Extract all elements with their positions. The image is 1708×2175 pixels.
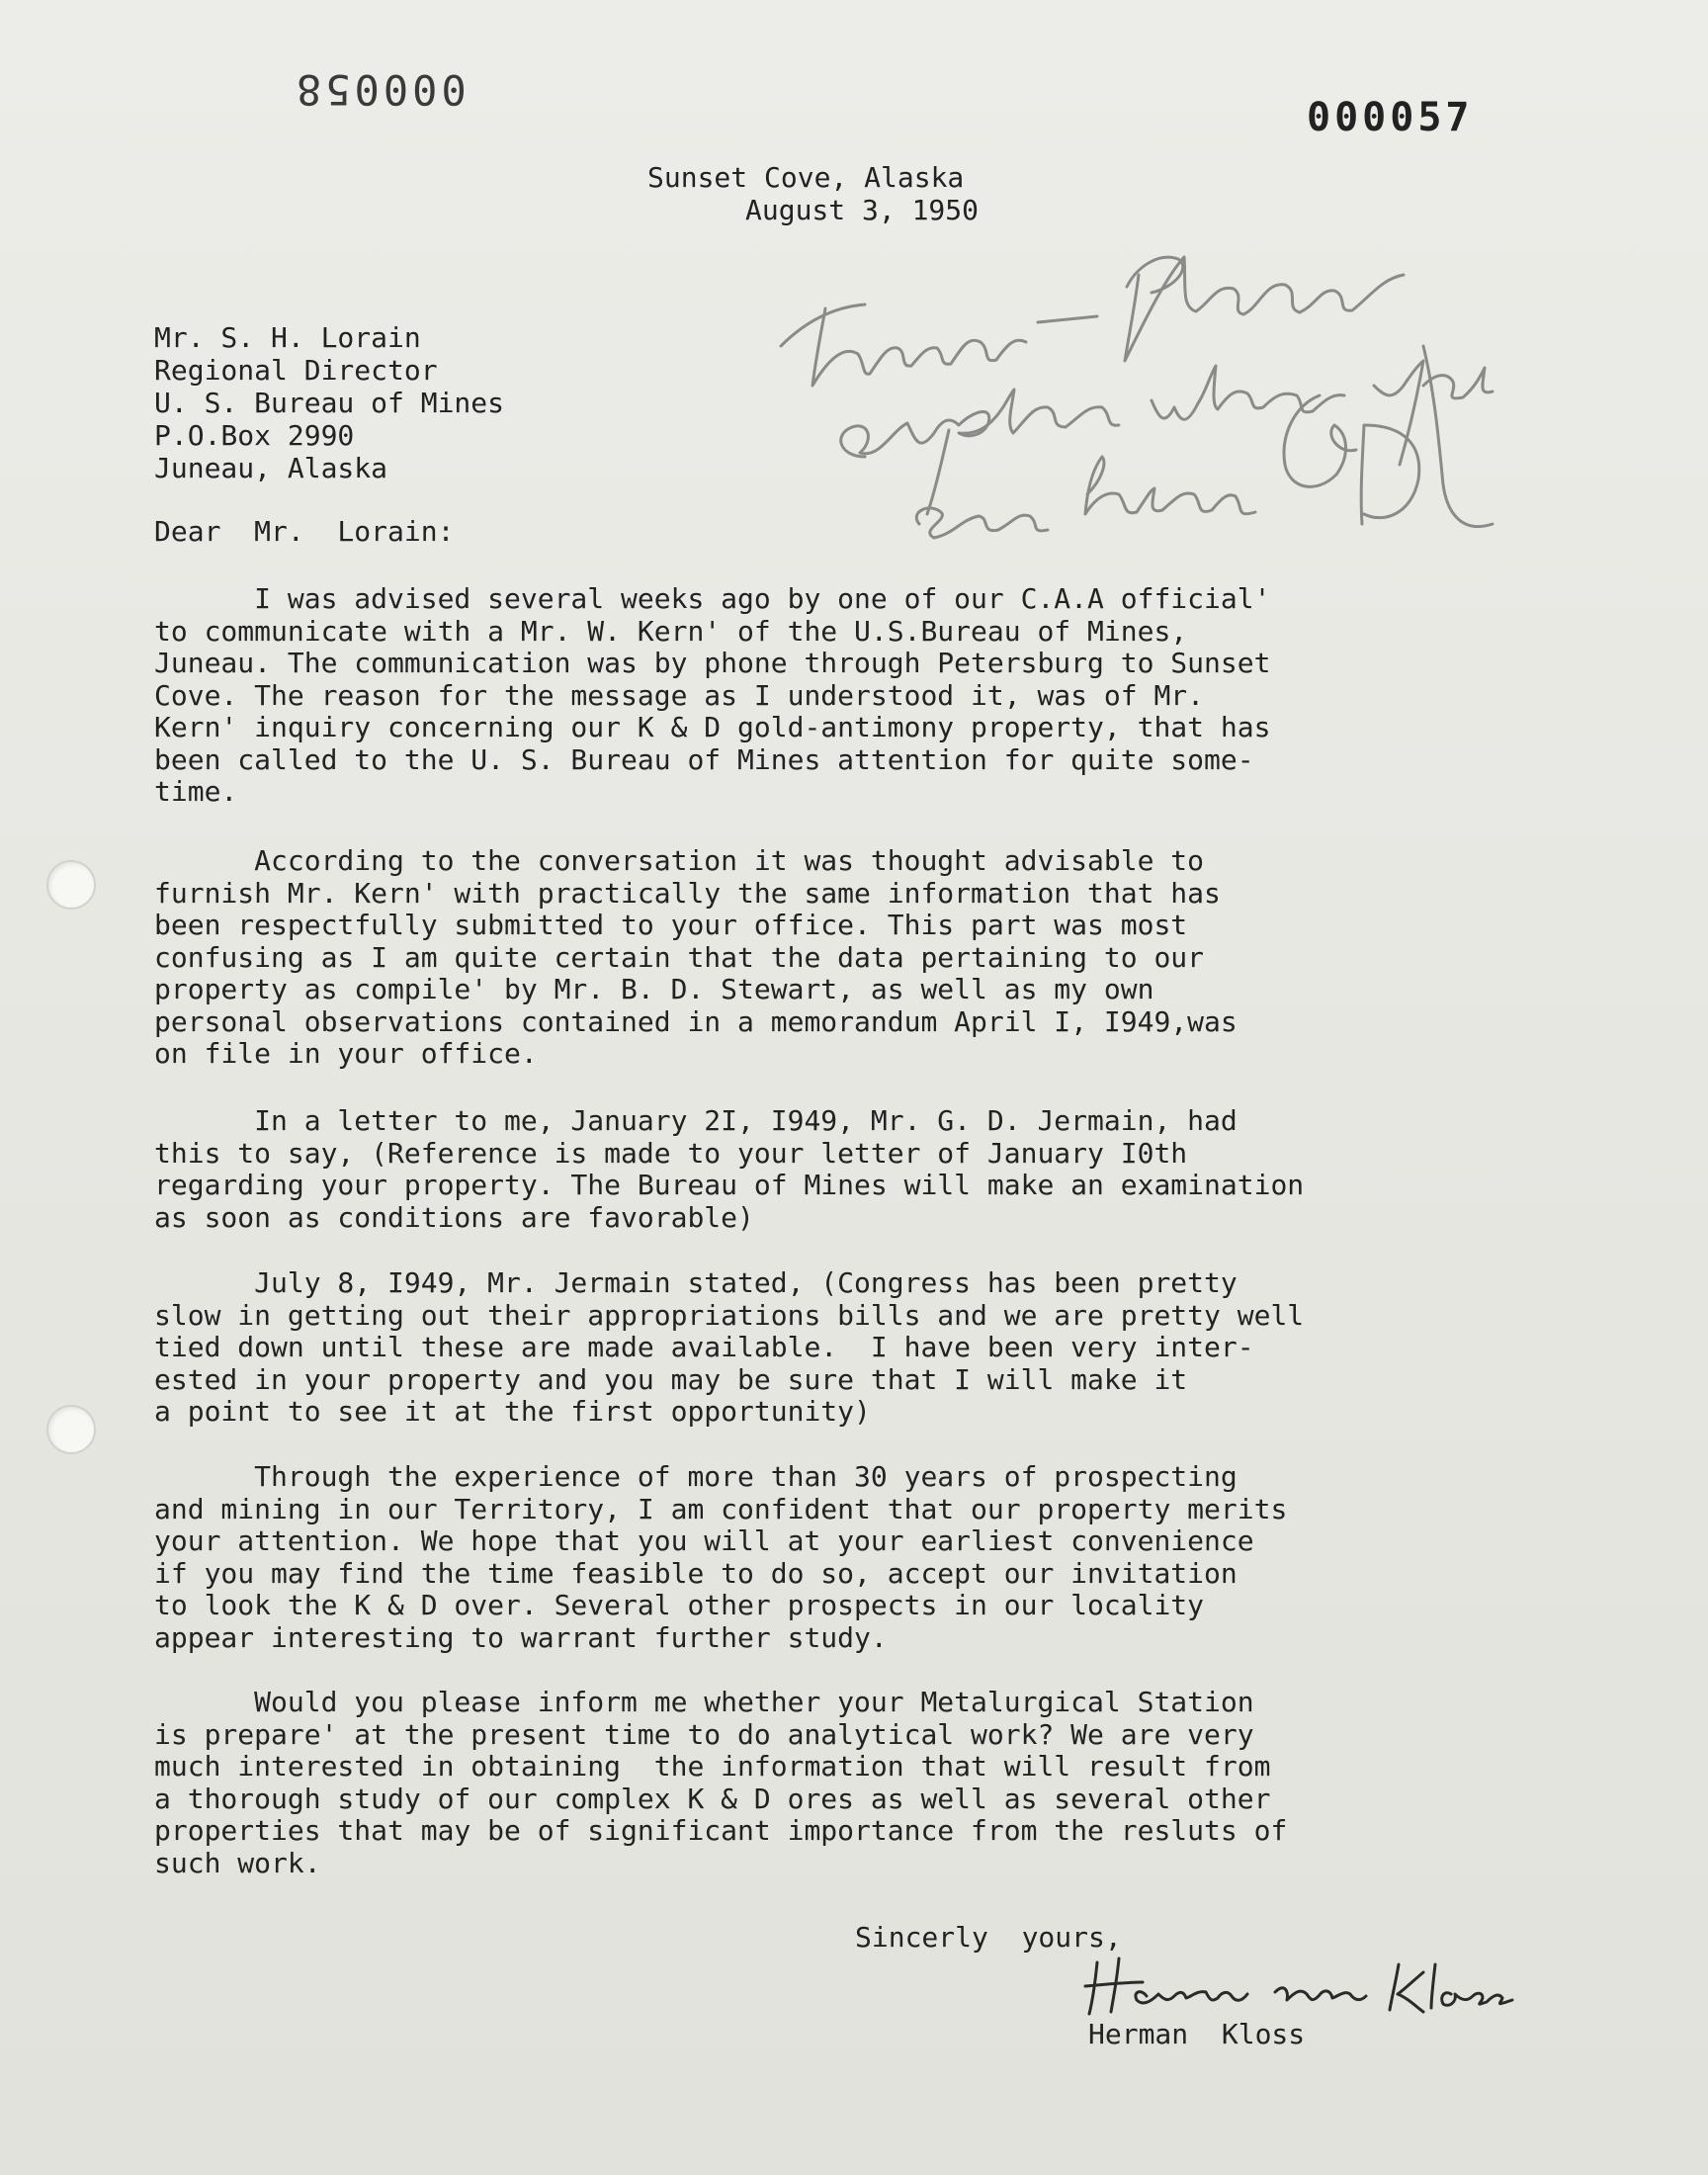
text-line: time. [154, 775, 238, 808]
text-line: such work. [154, 1846, 321, 1879]
punch-hole [46, 860, 96, 910]
text-line: Juneau. The communication was by phone through Petersburg to Sunset [154, 647, 1271, 679]
text-line: properties that may be of significant importance from the resluts of [154, 1814, 1288, 1847]
recipient-address [154, 321, 504, 484]
text-line: Through the experience of more than 30 years of prospecting [154, 1460, 1238, 1493]
handwritten-signature [1077, 1953, 1532, 2022]
text-line: slow in getting out their appropriations bills and we are pretty well [154, 1298, 1305, 1332]
text-line: to communicate with a Mr. W. Kern' of the U.S.Bureau of Mines, [154, 614, 1188, 648]
recipient-line: Mr. S. H. Lorain [154, 321, 421, 354]
text-line: on file in your office. [154, 1037, 538, 1070]
text-line: July 8, I949, Mr. Jermain stated, (Congress has been pretty [154, 1266, 1238, 1299]
text-line: furnish Mr. Kern' with practically the same information that has [154, 876, 1221, 910]
text-line: personal observations contained in a memorandum April I, I949,was [154, 1004, 1238, 1038]
punch-hole [46, 1405, 96, 1454]
paragraph [154, 1461, 1287, 1654]
text-line: and mining in our Territory, I am confident that our property merits [154, 1492, 1288, 1525]
text-line: tied down until these are made available. I have been very inter- [154, 1331, 1254, 1363]
text-line: if you may find the time feasible to do so, accept our invitation [154, 1556, 1238, 1590]
paragraph [154, 845, 1238, 1071]
text-line: property as compile' by Mr. B. D. Stewart, as well as my own [154, 973, 1154, 1005]
handwritten-annotation [771, 198, 1502, 554]
text-line: a thorough study of our complex K & D ores as well as several other [154, 1782, 1271, 1815]
text-line: Would you please inform me whether your Metalurgical Station [154, 1686, 1254, 1718]
text-line: this to say, (Reference is made to your letter of January I0th [154, 1136, 1188, 1170]
paragraph [154, 583, 1270, 809]
text-line: a point to see it at the first opportunity) [154, 1395, 871, 1428]
text-line: Cove. The reason for the message as I understood it, was of Mr. [154, 678, 1205, 712]
text-line: Kern' inquiry concerning our K & D gold-antimony property, that has [154, 711, 1271, 743]
recipient-line: U. S. Bureau of Mines [154, 387, 505, 419]
page-number-stamp-upside-down: 000058 [293, 65, 467, 114]
text-line: as soon as conditions are favorable) [154, 1200, 754, 1234]
text-line: your attention. We hope that you will at your earliest convenience [154, 1524, 1254, 1557]
text-line: been called to the U. S. Bureau of Mines attention for quite some- [154, 742, 1254, 776]
closing: Sincerly yours, [855, 1921, 1122, 1954]
text-line: According to the conversation it was thought advisable to [154, 844, 1205, 877]
text-line: confusing as I am quite certain that the data pertaining to our [154, 940, 1205, 974]
dateline-place: Sunset Cove, Alaska [647, 161, 965, 194]
recipient-line: P.O.Box 2990 [154, 419, 355, 452]
text-line: regarding your property. The Bureau of Mines will make an examination [154, 1169, 1305, 1201]
text-line: been respectfully submitted to your office. This part was most [154, 909, 1188, 941]
text-line: ested in your property and you may be sure that I will make it [154, 1362, 1188, 1396]
paragraph [154, 1687, 1287, 1879]
salutation: Dear Mr. Lorain: [154, 515, 455, 548]
text-line: I was advised several weeks ago by one of our C.A.A official' [154, 582, 1271, 615]
text-line: appear interesting to warrant further study. [154, 1620, 888, 1654]
text-line: to look the K & D over. Several other prospects in our locality [154, 1589, 1205, 1621]
paragraph [154, 1267, 1304, 1429]
page-number-stamp: 000057 [1307, 95, 1474, 140]
text-line: In a letter to me, January 2I, I949, Mr. G. D. Jermain, had [154, 1104, 1238, 1137]
dateline-date: August 3, 1950 [745, 194, 980, 226]
signer-name: Herman Kloss [1088, 2018, 1306, 2050]
recipient-line: Regional Director [154, 354, 438, 387]
recipient-line: Juneau, Alaska [154, 452, 388, 484]
paragraph [154, 1105, 1304, 1234]
text-line: much interested in obtaining the information that will result from [154, 1750, 1271, 1783]
text-line: is prepare' at the present time to do analytical work? We are very [154, 1717, 1254, 1751]
